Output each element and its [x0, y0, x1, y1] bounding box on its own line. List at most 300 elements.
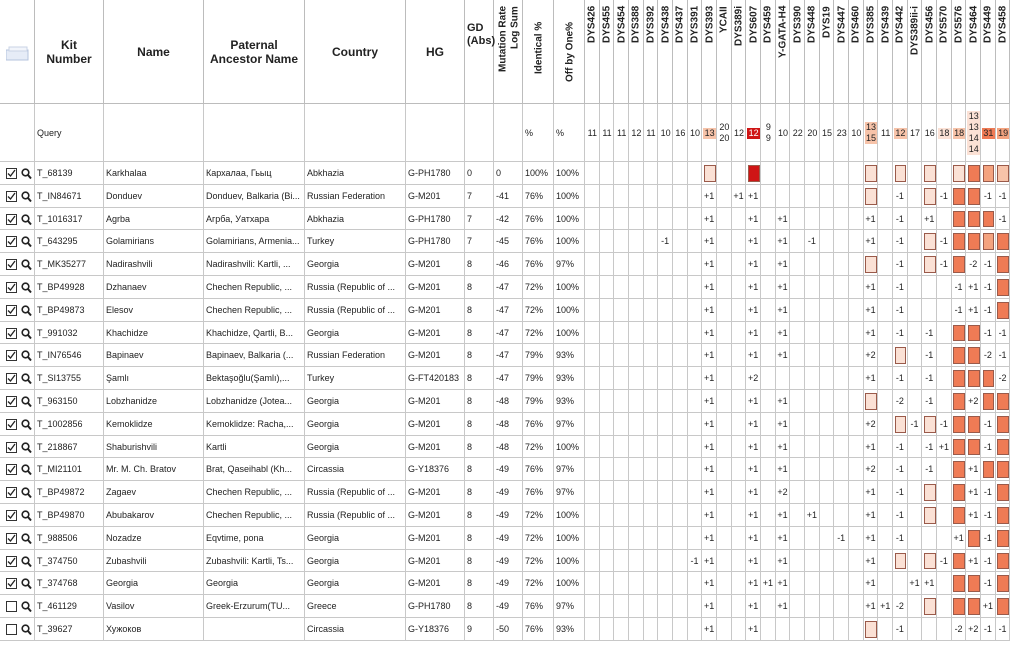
row-value-dys576: -1: [952, 276, 967, 299]
magnifier-icon[interactable]: [21, 463, 32, 481]
row-value-text: [966, 413, 981, 436]
row-value-dys456: [922, 618, 937, 641]
row-value-dys439: [878, 481, 893, 504]
row-kit-number[interactable]: T_68139: [35, 162, 104, 185]
magnifier-icon[interactable]: [21, 235, 32, 253]
row-gd: 8: [465, 299, 494, 322]
row-value-dys388: [629, 162, 644, 185]
row-value-dys19: [820, 299, 835, 322]
query-gd-cell: [465, 104, 494, 162]
row-value-dys389ii-i: [908, 390, 923, 413]
row-value-dys426: [585, 253, 600, 276]
row-value-dys459: [761, 618, 776, 641]
row-value-y-gata-h4: +1: [776, 436, 791, 459]
row-off-by-one-pct: 97%: [554, 481, 585, 504]
row-value-dys460: [849, 618, 864, 641]
row-identical-pct: 76%: [523, 253, 554, 276]
row-paternal-ancestor: Nadirashvili: Kartli, ...: [204, 253, 305, 276]
row-checkbox[interactable]: [6, 396, 17, 407]
row-checkbox[interactable]: [6, 328, 17, 339]
row-kit-number[interactable]: T_218867: [35, 436, 104, 459]
row-value-dys390: [790, 390, 805, 413]
row-value-dys442: -2: [893, 390, 908, 413]
header-gd-abs[interactable]: GD (Abs): [465, 0, 494, 104]
row-value-dys447: [834, 413, 849, 436]
row-value-text: [922, 230, 937, 253]
row-country: Georgia: [305, 436, 406, 459]
row-value-dys459: [761, 185, 776, 208]
row-value-dys439: [878, 230, 893, 253]
marker-label: DYS460: [850, 6, 862, 44]
row-value-ycaii: [717, 572, 732, 595]
row-checkbox[interactable]: [6, 442, 17, 453]
row-value-dys460: [849, 367, 864, 390]
row-off-by-one-pct: 100%: [554, 504, 585, 527]
row-value-dys455: [600, 458, 615, 481]
row-value-dys439: [878, 618, 893, 641]
row-value-dys447: [834, 572, 849, 595]
magnifier-icon[interactable]: [21, 167, 32, 185]
magnifier-icon[interactable]: [21, 577, 32, 595]
magnifier-icon[interactable]: [21, 258, 32, 276]
query-value-line: 11: [602, 127, 612, 138]
row-name: Georgia: [104, 572, 204, 595]
row-off-by-one-pct: 93%: [554, 618, 585, 641]
row-value-dys389ii-i: [908, 344, 923, 367]
row-kit-number[interactable]: T_374768: [35, 572, 104, 595]
row-country: Georgia: [305, 527, 406, 550]
row-value-y-gata-h4: +1: [776, 344, 791, 367]
header-hg[interactable]: HG: [406, 0, 465, 104]
row-paternal-ancestor: Greek-Erzurum(TU...: [204, 595, 305, 618]
row-country: Georgia: [305, 390, 406, 413]
marker-label: DYS392: [645, 6, 657, 44]
row-value-dys607: +1: [746, 344, 761, 367]
magnifier-icon[interactable]: [21, 304, 32, 322]
row-value-text: [966, 436, 981, 459]
row-value-dys438: [658, 344, 673, 367]
row-value-dys388: [629, 208, 644, 231]
row-value-text: [952, 322, 967, 345]
row-checkbox[interactable]: [6, 214, 17, 225]
row-value-dys392: [644, 367, 659, 390]
row-gd: 8: [465, 458, 494, 481]
magnifier-icon[interactable]: [21, 532, 32, 550]
row-value-dys447: [834, 322, 849, 345]
row-kit-number[interactable]: T_461129: [35, 595, 104, 618]
row-identical-pct: 79%: [523, 344, 554, 367]
row-paternal-ancestor: Zubashvili: Kartli, Ts...: [204, 550, 305, 573]
row-name: Şamlı: [104, 367, 204, 390]
row-log-sum: 0: [494, 162, 523, 185]
query-value-line: 9: [765, 133, 771, 143]
row-value-dys438: [658, 367, 673, 390]
row-value-dys459: [761, 253, 776, 276]
row-kit-number[interactable]: T_643295: [35, 230, 104, 253]
row-value-dys392: [644, 276, 659, 299]
row-value-dys464: +1: [966, 504, 981, 527]
row-kit-number[interactable]: T_BP49928: [35, 276, 104, 299]
row-value-dys389i: [732, 208, 747, 231]
row-value-dys456: -1: [922, 367, 937, 390]
row-value-dys607: +1: [746, 322, 761, 345]
row-kit-number[interactable]: T_374750: [35, 550, 104, 573]
row-value-dys454: [614, 322, 629, 345]
row-value-dys388: [629, 367, 644, 390]
row-kit-number[interactable]: T_988506: [35, 527, 104, 550]
row-value-dys455: [600, 208, 615, 231]
row-value-dys385: +1: [864, 322, 879, 345]
magnifier-icon[interactable]: [21, 486, 32, 504]
row-value-dys426: [585, 230, 600, 253]
row-kit-number[interactable]: T_IN76546: [35, 344, 104, 367]
magnifier-icon[interactable]: [21, 555, 32, 573]
row-value-dys442: -1: [893, 527, 908, 550]
row-value-dys426: [585, 595, 600, 618]
row-value-dys388: [629, 550, 644, 573]
row-kit-number[interactable]: T_MK35277: [35, 253, 104, 276]
header-off-by-one-pct: Off by One%: [564, 22, 575, 83]
row-value-text: [952, 390, 967, 413]
header-paternal-ancestor[interactable]: Paternal Ancestor Name: [204, 0, 305, 104]
row-value-dys385: +1: [864, 595, 879, 618]
row-value-y-gata-h4: +1: [776, 276, 791, 299]
row-country: Russia (Republic of ...: [305, 276, 406, 299]
row-value-y-gata-h4: +1: [776, 208, 791, 231]
row-value-text: [893, 344, 908, 367]
query-value-line: 12: [748, 127, 759, 138]
row-value-dys437: [673, 367, 688, 390]
row-value-dys439: [878, 458, 893, 481]
row-value-dys389i: [732, 299, 747, 322]
magnifier-icon[interactable]: [21, 441, 32, 459]
row-value-dys442: -1: [893, 618, 908, 641]
marker-label: DYS439: [880, 6, 892, 44]
row-value-dys447: [834, 162, 849, 185]
row-value-ycaii: [717, 390, 732, 413]
row-value-dys391: [688, 572, 703, 595]
row-value-dys439: [878, 185, 893, 208]
row-value-dys391: [688, 595, 703, 618]
row-value-dys390: [790, 595, 805, 618]
row-kit-number[interactable]: T_MI21101: [35, 458, 104, 481]
row-value-dys459: [761, 162, 776, 185]
magnifier-icon[interactable]: [21, 418, 32, 436]
row-value-dys447: [834, 185, 849, 208]
row-log-sum: -49: [494, 504, 523, 527]
row-value-dys392: [644, 253, 659, 276]
marker-label: DYS458: [997, 6, 1009, 44]
row-value-text: [864, 162, 879, 185]
marker-label: DYS456: [924, 6, 936, 44]
row-value-dys390: [790, 572, 805, 595]
row-checkbox[interactable]: [6, 556, 17, 567]
row-kit-number[interactable]: T_1016317: [35, 208, 104, 231]
row-value-dys388: [629, 299, 644, 322]
row-paternal-ancestor: Chechen Republic, ...: [204, 276, 305, 299]
row-value-dys391: [688, 162, 703, 185]
query-value-line: 18: [954, 127, 965, 138]
row-checkbox[interactable]: [6, 282, 17, 293]
query-value-line: 23: [836, 127, 847, 138]
row-value-text: [981, 367, 996, 390]
row-value-text: [922, 185, 937, 208]
row-checkbox[interactable]: [6, 419, 17, 430]
row-value-dys393: +1: [702, 504, 717, 527]
row-value-dys390: [790, 481, 805, 504]
marker-label: DYS455: [601, 6, 613, 44]
row-value-dys459: [761, 230, 776, 253]
row-checkbox[interactable]: [6, 624, 17, 635]
row-value-dys389i: [732, 390, 747, 413]
row-value-dys454: [614, 344, 629, 367]
row-value-dys442: -1: [893, 230, 908, 253]
row-value-dys460: [849, 458, 864, 481]
query-log-cell: [494, 104, 523, 162]
row-gd: 0: [465, 162, 494, 185]
marker-label: DYS385: [865, 6, 877, 44]
row-value-dys607: +1: [746, 550, 761, 573]
row-checkbox[interactable]: [6, 533, 17, 544]
row-paternal-ancestor: Kemoklidze: Racha,...: [204, 413, 305, 436]
row-value-text: [996, 595, 1011, 618]
row-value-dys393: +1: [702, 185, 717, 208]
row-value-dys389ii-i: [908, 436, 923, 459]
row-value-dys389ii-i: [908, 230, 923, 253]
row-value-dys454: [614, 253, 629, 276]
row-value-dys448: [805, 367, 820, 390]
query-off-cell: %: [554, 104, 585, 162]
row-checkbox[interactable]: [6, 168, 17, 179]
row-value-dys607: +1: [746, 436, 761, 459]
row-value-dys460: [849, 253, 864, 276]
row-log-sum: -49: [494, 572, 523, 595]
row-value-text: [952, 436, 967, 459]
row-checkbox[interactable]: [6, 305, 17, 316]
row-checkbox[interactable]: [6, 487, 17, 498]
row-hg: G-FT420183: [406, 367, 465, 390]
query-value-line: 15: [866, 133, 877, 143]
row-value-dys388: [629, 618, 644, 641]
marker-label: Y-GATA-H4: [777, 6, 789, 59]
row-value-dys460: [849, 322, 864, 345]
row-value-dys426: [585, 390, 600, 413]
row-value-dys460: [849, 436, 864, 459]
header-name[interactable]: Name: [104, 0, 204, 104]
row-value-text: [996, 527, 1011, 550]
row-value-dys447: [834, 367, 849, 390]
row-value-dys458: -2: [996, 367, 1011, 390]
row-value-dys448: [805, 618, 820, 641]
row-value-dys19: [820, 527, 835, 550]
row-value-dys389i: [732, 344, 747, 367]
row-value-y-gata-h4: +1: [776, 550, 791, 573]
query-ancestor-cell: [204, 104, 305, 162]
row-value-dys390: [790, 276, 805, 299]
row-value-dys455: [600, 299, 615, 322]
row-value-dys449: -1: [981, 299, 996, 322]
row-hg: G-PH1780: [406, 162, 465, 185]
row-checkbox[interactable]: [6, 191, 17, 202]
row-value-dys438: [658, 390, 673, 413]
row-gd: 8: [465, 413, 494, 436]
row-value-dys607: +1: [746, 458, 761, 481]
magnifier-icon[interactable]: [21, 213, 32, 231]
row-kit-number[interactable]: T_991032: [35, 322, 104, 345]
row-value-dys607: +1: [746, 230, 761, 253]
row-value-dys455: [600, 344, 615, 367]
row-value-text: [996, 481, 1011, 504]
row-value-dys391: -1: [688, 550, 703, 573]
row-value-dys442: [893, 572, 908, 595]
row-value-dys392: [644, 595, 659, 618]
row-value-dys385: +1: [864, 550, 879, 573]
row-value-dys447: [834, 550, 849, 573]
row-value-dys449: -1: [981, 481, 996, 504]
row-value-dys449: -1: [981, 436, 996, 459]
row-value-dys439: [878, 550, 893, 573]
row-identical-pct: 76%: [523, 413, 554, 436]
row-value-dys393: +1: [702, 595, 717, 618]
row-value-dys459: [761, 322, 776, 345]
row-value-dys392: [644, 436, 659, 459]
row-value-dys464: +1: [966, 550, 981, 573]
row-value-text: [922, 481, 937, 504]
row-value-dys455: [600, 572, 615, 595]
row-value-dys439: [878, 276, 893, 299]
row-value-dys389i: [732, 162, 747, 185]
row-value-dys426: [585, 276, 600, 299]
row-value-text: [981, 162, 996, 185]
row-value-dys388: [629, 413, 644, 436]
row-value-dys19: [820, 436, 835, 459]
row-value-text: [996, 253, 1011, 276]
row-checkbox[interactable]: [6, 373, 17, 384]
row-value-dys390: [790, 230, 805, 253]
row-value-dys460: [849, 481, 864, 504]
row-paternal-ancestor: Chechen Republic, ...: [204, 504, 305, 527]
row-value-dys388: [629, 458, 644, 481]
row-value-dys388: [629, 230, 644, 253]
row-value-y-gata-h4: [776, 618, 791, 641]
row-value-dys393: +1: [702, 572, 717, 595]
magnifier-icon[interactable]: [21, 327, 32, 345]
row-country: Russian Federation: [305, 185, 406, 208]
row-kit-number[interactable]: T_IN84671: [35, 185, 104, 208]
row-gd: 8: [465, 595, 494, 618]
row-kit-number[interactable]: T_1002856: [35, 413, 104, 436]
row-kit-number[interactable]: T_BP49872: [35, 481, 104, 504]
row-value-dys455: [600, 162, 615, 185]
row-value-dys454: [614, 436, 629, 459]
row-value-text: [952, 572, 967, 595]
row-value-ycaii: [717, 550, 732, 573]
row-value-text: [893, 162, 908, 185]
header-kit-number[interactable]: Kit Number: [35, 0, 104, 104]
row-kit-number[interactable]: T_BP49873: [35, 299, 104, 322]
row-identical-pct: 72%: [523, 322, 554, 345]
row-value-dys447: [834, 481, 849, 504]
magnifier-icon[interactable]: [21, 281, 32, 299]
row-checkbox[interactable]: [6, 259, 17, 270]
query-country-cell: [305, 104, 406, 162]
row-value-dys392: [644, 344, 659, 367]
row-kit-number[interactable]: T_963150: [35, 390, 104, 413]
row-gd: 7: [465, 230, 494, 253]
marker-label: DYS447: [836, 6, 848, 44]
row-kit-number[interactable]: T_BP49870: [35, 504, 104, 527]
row-checkbox[interactable]: [6, 578, 17, 589]
magnifier-icon[interactable]: [21, 509, 32, 527]
row-paternal-ancestor: Chechen Republic, ...: [204, 481, 305, 504]
row-value-dys456: [922, 527, 937, 550]
magnifier-icon[interactable]: [21, 372, 32, 390]
row-kit-number[interactable]: T_SI13755: [35, 367, 104, 390]
row-value-dys448: [805, 572, 820, 595]
row-value-dys570: [937, 344, 952, 367]
row-checkbox[interactable]: [6, 350, 17, 361]
row-value-dys19: [820, 322, 835, 345]
row-value-dys570: [937, 527, 952, 550]
row-value-ycaii: [717, 595, 732, 618]
row-value-dys19: [820, 185, 835, 208]
marker-label: DYS570: [938, 6, 950, 44]
magnifier-icon[interactable]: [21, 623, 32, 641]
magnifier-icon[interactable]: [21, 395, 32, 413]
row-value-dys426: [585, 299, 600, 322]
row-log-sum: -46: [494, 253, 523, 276]
row-value-dys392: [644, 527, 659, 550]
row-value-dys389ii-i: [908, 208, 923, 231]
row-checkbox[interactable]: [6, 510, 17, 521]
row-value-dys389i: [732, 572, 747, 595]
row-checkbox[interactable]: [6, 601, 17, 612]
magnifier-icon[interactable]: [21, 190, 32, 208]
row-gd: 8: [465, 253, 494, 276]
row-value-dys449: +1: [981, 595, 996, 618]
row-kit-number[interactable]: T_39627: [35, 618, 104, 641]
row-value-dys442: -1: [893, 436, 908, 459]
row-value-text: [952, 344, 967, 367]
row-value-dys459: [761, 208, 776, 231]
row-value-dys439: [878, 504, 893, 527]
row-value-dys437: [673, 595, 688, 618]
row-identical-pct: 72%: [523, 276, 554, 299]
header-mutation-rate: Mutation Rate: [497, 6, 509, 73]
row-value-dys437: [673, 481, 688, 504]
row-value-dys607: +1: [746, 299, 761, 322]
row-checkbox[interactable]: [6, 236, 17, 247]
row-value-text: [864, 390, 879, 413]
query-value-line: 12: [631, 127, 642, 138]
row-value-dys390: [790, 253, 805, 276]
magnifier-icon[interactable]: [21, 349, 32, 367]
row-value-dys570: -1: [937, 413, 952, 436]
header-identical-pct: Identical %: [533, 22, 544, 75]
row-identical-pct: 72%: [523, 572, 554, 595]
row-value-dys393: +1: [702, 276, 717, 299]
row-value-dys448: [805, 276, 820, 299]
row-identical-pct: 72%: [523, 527, 554, 550]
header-country[interactable]: Country: [305, 0, 406, 104]
row-value-dys392: [644, 413, 659, 436]
row-value-y-gata-h4: +1: [776, 572, 791, 595]
row-log-sum: -49: [494, 595, 523, 618]
row-gd: 9: [465, 618, 494, 641]
row-checkbox[interactable]: [6, 464, 17, 475]
magnifier-icon[interactable]: [21, 600, 32, 618]
row-value-text: [996, 413, 1011, 436]
